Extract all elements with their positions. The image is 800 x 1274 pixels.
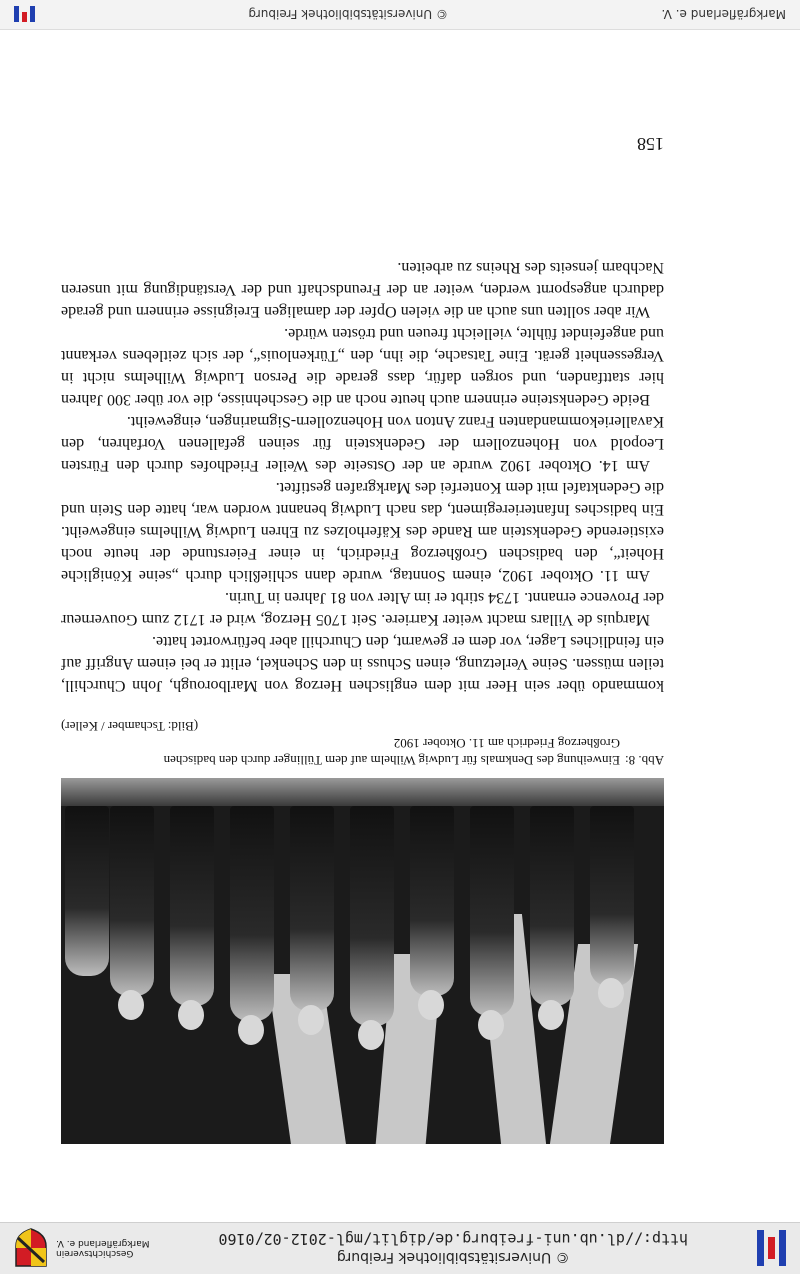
paragraph: Marquis de Villars macht weiter Karriere. Seit 1705 Herzog, wird er 1712 zum Gouverneur der Provence ernannt. 1734 stirbt er im Alter von 81 Jahren in Turin. bbox=[61, 589, 664, 628]
footer-society: Markgräflerland e. V. bbox=[661, 7, 786, 22]
caption-line1: Einweihung des Denkmals für Ludwig Wilhelm auf dem Tüllinger durch den badischen bbox=[163, 753, 620, 768]
viewer-header bbox=[0, 1222, 800, 1274]
caption-label: Abb. 8: bbox=[625, 753, 664, 768]
caption-credit: (Bild: Tschamber / Keller) bbox=[61, 719, 199, 734]
society-block bbox=[14, 1229, 149, 1269]
society-crest-icon bbox=[14, 1229, 48, 1269]
figure-caption bbox=[61, 718, 664, 769]
footer-logo-icon bbox=[14, 7, 35, 23]
viewer-footer bbox=[0, 0, 800, 30]
paragraph: Am 14. Oktober 1902 wurde an der Ostseite des Weiler Friedhofes durch den Fürsten Leopold von Hohenzollern der Gedenkstein für seinen gefallenen Vorfahren, den Kavalleriekommandanten Franz Anton von Hohenzollern-Sigmaringen, eingeweiht. bbox=[61, 413, 664, 474]
caption-line2: Großherzog Friedrich am 11. Oktober 1902 bbox=[393, 736, 620, 751]
footer-copyright: © Universitätsbibliothek Freiburg bbox=[248, 7, 448, 22]
society-name-line2: Markgräflerland e. V. bbox=[56, 1238, 150, 1249]
historical-photograph bbox=[61, 778, 664, 1144]
header-copyright: © Universitätsbibliothek Freiburg bbox=[336, 1249, 570, 1266]
society-name-line1: Geschichtsverein bbox=[56, 1248, 134, 1259]
university-logo-icon bbox=[757, 1229, 786, 1269]
paragraph: Wir aber sollten uns auch an die vielen Opfer der damaligen Ereignisse erinnern und gerade dadurch angespornt werden, weiter an der Freundschaft und der Verständigung mit unseren Nachbarn jenseits des Rheins zu arbeiten. bbox=[61, 259, 664, 320]
body-text bbox=[61, 256, 664, 696]
paragraph: Am 11. Oktober 1902, einem Sonntag, wurde dann schließlich durch „seine Königliche Hoheit“, den badischen Großherzog Friedrich, in einer Feierstunde der heute noch existierende Gedenkstein am Rande des Käferholzes zu Ehren Ludwig Wilhelms eingeweiht. Ein badisches Infanterieregiment, das nach Ludwig benannt worden war, hatte den Stein und die Gedenktafel mit dem Konterfei des Markgrafen gestiftet. bbox=[61, 479, 664, 584]
header-center bbox=[218, 1231, 688, 1267]
page-number: 158 bbox=[637, 134, 664, 154]
document-url-link[interactable]: http://dl.ub.uni-freiburg.de/diglit/mgl-2012-02/0160 bbox=[218, 1230, 689, 1249]
paragraph: kommando über sein Heer mit dem englischen Herzog von Marlborough, John Churchill, teilen müssen. Seine Verletzung, einen Schuss in den Schenkel, erlitt er bei einem Angriff auf ein feindliches Lager, vor dem er gewarnt, den Churchill aber befürwortet hatte. bbox=[61, 633, 664, 694]
paragraph: Beide Gedenksteine erinnern auch heute noch an die Geschehnisse, die vor über 300 Jahren hier stattfanden, und sorgen dafür, dass gerade die Person Ludwig Wilhelms nicht in Vergessenheit gerät. Eine Tatsache, die ihn, den „Türkenlouis“, der sich zeitlebens verkannt und angefeindet fühlte, vielleicht freuen und trösten würde. bbox=[61, 325, 664, 408]
